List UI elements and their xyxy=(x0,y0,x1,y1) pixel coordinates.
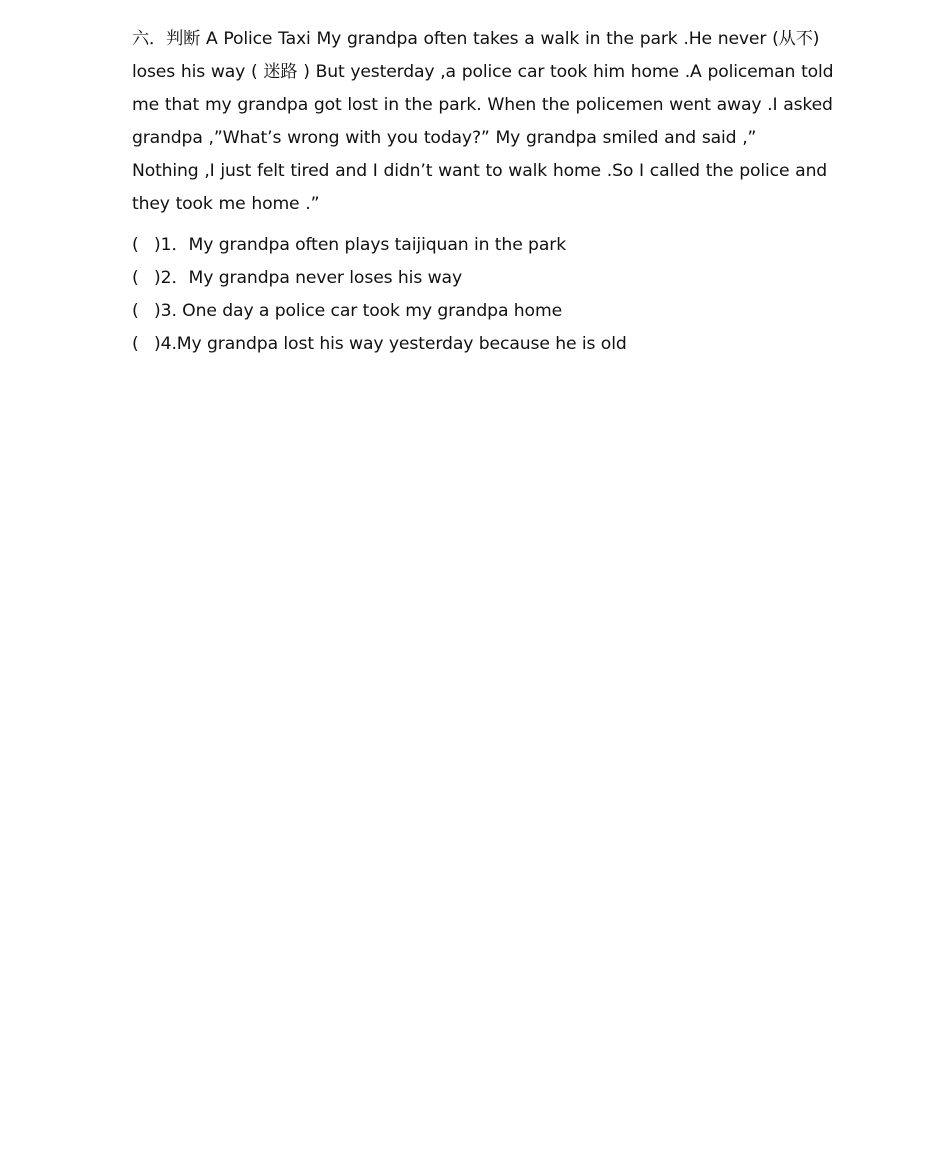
true-false-questions xyxy=(132,229,832,361)
question-item xyxy=(132,328,832,361)
answer-bracket[interactable]: ( xyxy=(132,268,139,288)
answer-bracket[interactable]: ( xyxy=(132,301,139,321)
answer-bracket[interactable]: ( xyxy=(132,235,139,255)
question-text: )1．My grandpa often plays taijiquan in the park xyxy=(154,235,567,255)
passage-line: loses his way ( 迷路 ) But yesterday ,a police car took him home .A policeman told xyxy=(132,62,834,82)
question-item xyxy=(132,295,832,328)
answer-bracket[interactable]: ( xyxy=(132,334,139,354)
question-text: )3. One day a police car took my grandpa home xyxy=(154,301,563,321)
passage-line: 六．判断 A Police Taxi My grandpa often takes a walk in the park .He never (从不) xyxy=(132,29,820,49)
question-item xyxy=(132,229,832,262)
passage-line: grandpa ,”What’s wrong with you today?” My grandpa smiled and said ,” xyxy=(132,128,757,148)
reading-passage xyxy=(132,23,832,221)
passage-line: they took me home .” xyxy=(132,194,320,214)
worksheet-page xyxy=(132,23,832,361)
question-item xyxy=(132,262,832,295)
passage-line: me that my grandpa got lost in the park. When the policemen went away .I asked xyxy=(132,95,833,115)
question-text: )2．My grandpa never loses his way xyxy=(154,268,463,288)
passage-line: Nothing ,I just felt tired and I didn’t want to walk home .So I called the police and xyxy=(132,161,828,181)
question-text: )4.My grandpa lost his way yesterday because he is old xyxy=(154,334,627,354)
